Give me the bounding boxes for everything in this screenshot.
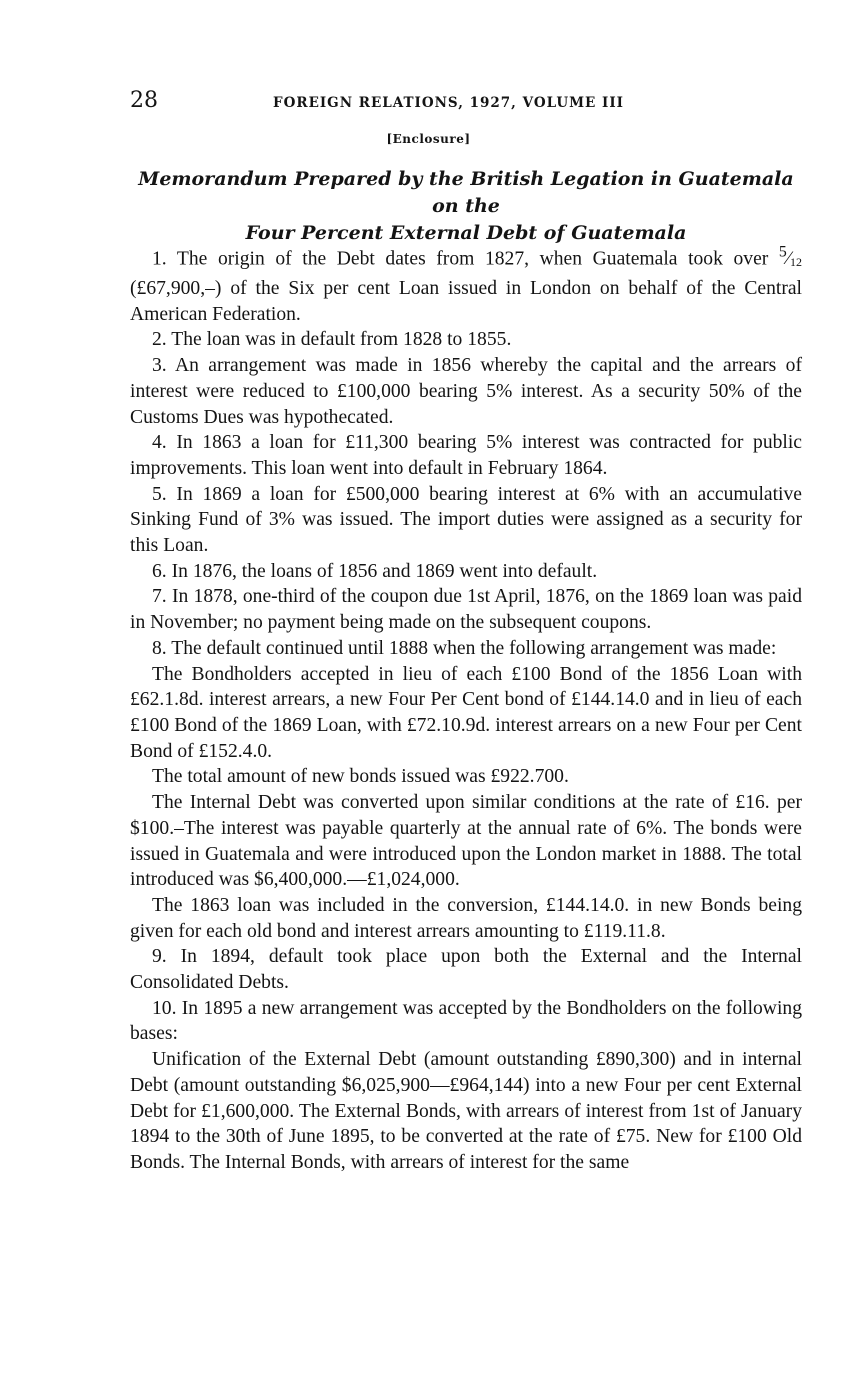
fraction: $^5⁄_{12}$	[778, 244, 802, 270]
page-number: 28	[130, 88, 158, 113]
enclosure-label: [Enclosure]	[386, 132, 471, 146]
paragraph-8c: The Internal Debt was converted upon similar conditions at the rate of £16. per $100.–The interest was payable quarterly at the annual rate of 6%. The bonds were issued in Guatemala and were introduced upon the London market in 1888. The total introduced was $6,400,000.—£1,024,000.	[130, 792, 802, 891]
page-header	[130, 86, 802, 116]
paragraph-1-start: 1. The origin of the Debt dates from 1827, when Guatemala took over	[152, 248, 779, 270]
memorandum-body	[130, 240, 802, 1176]
fraction-numerator: 5	[778, 244, 787, 261]
paragraph-9: 9. In 1894, default took place upon both the External and the Internal Consolidated Debts.	[130, 946, 802, 994]
paragraph-8a: The Bondholders accepted in lieu of each £100 Bond of the 1856 Loan with £62.1.8d. interest arrears, a new Four Per Cent bond of £144.14.0 and in lieu of each £100 Bond of the 1869 Loan, with £72.10.9d. interest arrears on a new Four per Cent Bond of £152.4.0.	[130, 663, 802, 762]
paragraph-2: 2. The loan was in default from 1828 to 1855.	[152, 329, 512, 351]
paragraph-1	[130, 240, 802, 327]
title-line-1: Memorandum Prepared by the British Legation in Guatemala on the	[138, 168, 794, 217]
paragraph-10a: Unification of the External Debt (amount outstanding £890,300) and in internal Debt (amount outstanding $6,025,900—£964,144) into a new Four per cent External Debt for £1,600,000. The External Bonds, with arrears of interest from 1st of January 1894 to the 30th of June 1895, to be converted at the rate of £75. New for £100 Old Bonds. The Internal Bonds, with arrears of interest for the same	[130, 1049, 802, 1173]
paragraph-5: 5. In 1869 a loan for £500,000 bearing interest at 6% with an accumulative Sinking Fund of 3% was issued. The import duties were assigned as a security for this Loan.	[130, 483, 802, 557]
paragraph-8b: The total amount of new bonds issued was £922.700.	[152, 766, 569, 788]
paragraph-3: 3. An arrangement was made in 1856 whereby the capital and the arrears of interest were reduced to £100,000 bearing 5% interest. As a security 50% of the Customs Dues was hypothecated.	[130, 355, 802, 428]
paragraph-8d: The 1863 loan was included in the conversion, £144.14.0. in new Bonds being given for each old bond and interest arrears amounting to £119.11.8.	[130, 894, 802, 942]
fraction-denominator: 12	[790, 255, 802, 270]
paragraph-4: 4. In 1863 a loan for £11,300 bearing 5% interest was contracted for public improvements. This loan went into default in February 1864.	[130, 432, 802, 479]
title-line-2: Four Percent External Debt of Guatemala	[245, 222, 687, 244]
running-head: FOREIGN RELATIONS, 1927, VOLUME III	[273, 95, 624, 111]
memorandum-title	[130, 166, 802, 247]
paragraph-6: 6. In 1876, the loans of 1856 and 1869 went into default.	[152, 560, 598, 582]
paragraph-8: 8. The default continued until 1888 when the following arrangement was made:	[152, 637, 777, 659]
paragraph-10: 10. In 1895 a new arrangement was accepted by the Bondholders on the following bases:	[130, 997, 802, 1045]
paragraph-1-end: (£67,900,–) of the Six per cent Loan issued in London on behalf of the Central American Federation.	[130, 278, 802, 325]
paragraph-7: 7. In 1878, one-third of the coupon due 1st April, 1876, on the 1869 loan was paid in November; no payment being made on the subsequent coupons.	[130, 586, 802, 634]
